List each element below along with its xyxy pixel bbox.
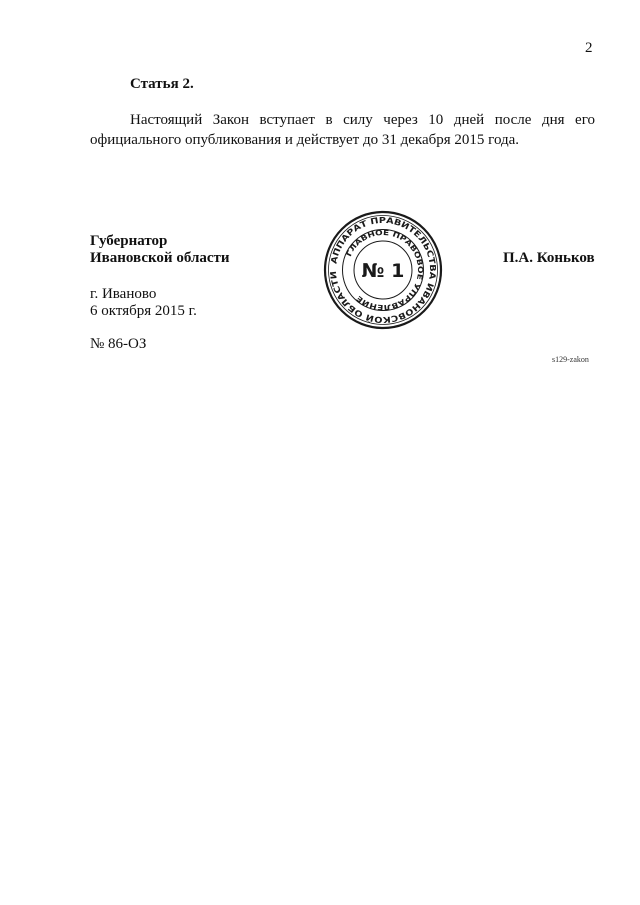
signing-date: 6 октября 2015 г.	[90, 303, 197, 319]
signatory-position-line-2: Ивановской области	[90, 250, 230, 266]
article-paragraph-line-2: официального опубликования и действует до 31 декабря 2015 года.	[90, 132, 520, 148]
signing-place: г. Иваново	[90, 286, 157, 302]
signatory-position-line-1: Губернатор	[90, 233, 168, 249]
seal-inner-text: ГЛАВНОЕ ПРАВОВОЕ УПРАВЛЕНИЕ	[344, 227, 426, 313]
article-title: Статья 2.	[130, 76, 194, 92]
law-number: № 86-ОЗ	[90, 336, 147, 352]
seal-center-number: № 1	[361, 260, 405, 282]
file-reference: s129-zakon	[552, 355, 589, 364]
article-paragraph-line-1: Настоящий Закон вступает в силу через 10 дней после дня его	[130, 112, 595, 128]
official-seal-stamp	[322, 209, 444, 331]
article-paragraph	[90, 110, 595, 150]
signatory-name: П.А. Коньков	[503, 250, 595, 266]
page-number: 2	[585, 40, 593, 56]
seal-ring-text: АППАРАТ ПРАВИТЕЛЬСТВА ИВАНОВСКОЙ ОБЛАСТИ	[328, 214, 439, 326]
